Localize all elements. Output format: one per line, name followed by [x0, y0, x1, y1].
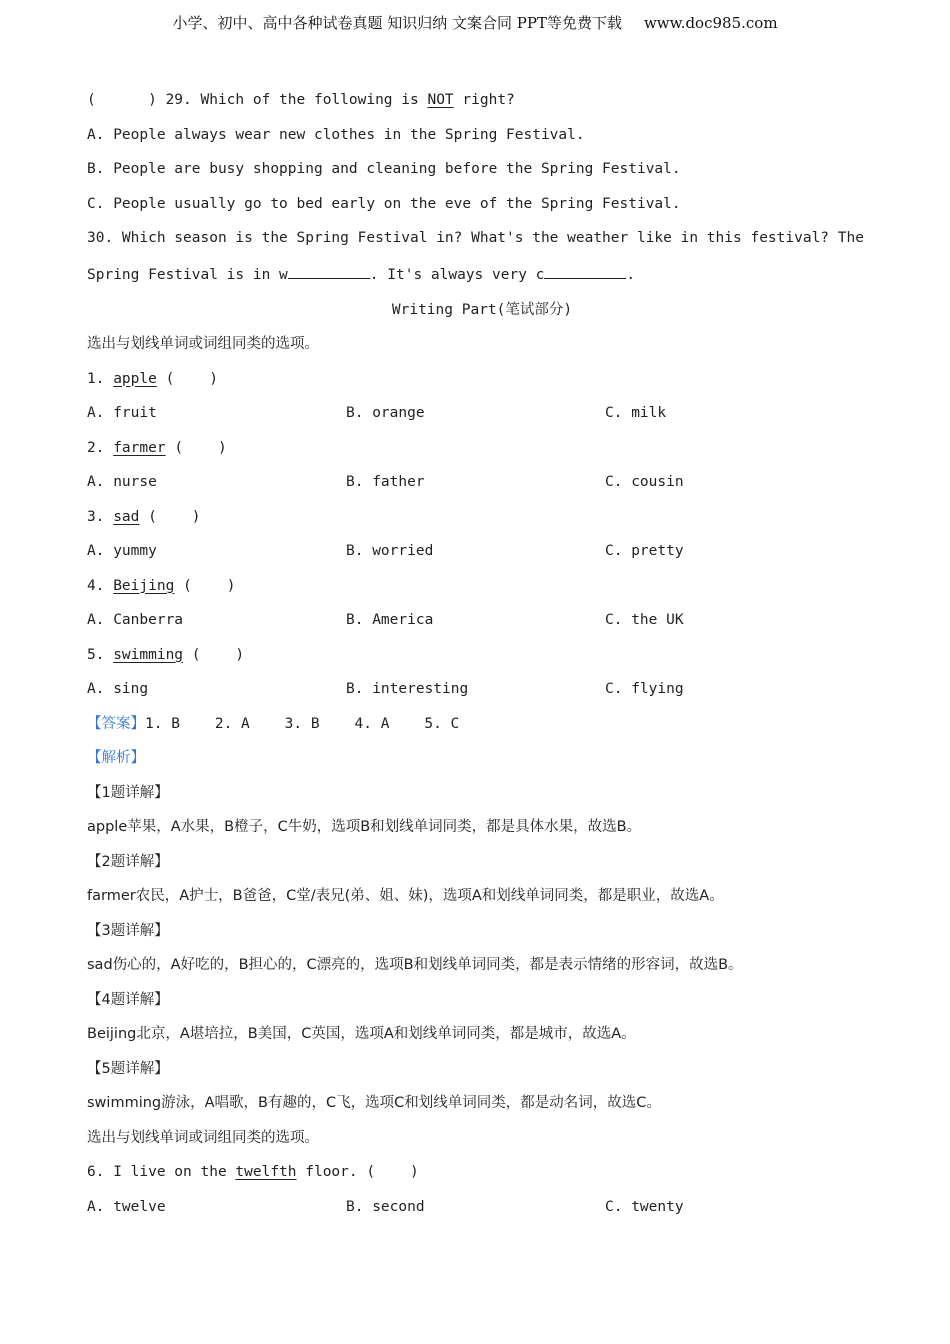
- question-30-part1: Spring Festival is in w: [87, 267, 288, 283]
- option-c: C. twenty: [605, 1198, 684, 1215]
- section-title: Writing Part(笔试部分): [391, 301, 573, 318]
- answer-paren: ( ): [139, 508, 201, 525]
- underlined-word: twelfth: [235, 1164, 297, 1180]
- instruction: 选出与划线单词或词组同类的选项。: [87, 336, 319, 352]
- header-text: 小学、初中、高中各种试卷真题 知识归纳 文案合同 PPT等免费下载: [172, 14, 622, 32]
- question-29-prefix: ( ) 29. Which of the following is: [87, 92, 428, 108]
- question-30-part2: . It's always very c: [369, 267, 545, 283]
- detail-body-1: apple苹果，A水果，B橙子，C牛奶，选项B和划线单词同类，都是具体水果，故选B。: [87, 819, 642, 835]
- option-b: B. interesting: [346, 681, 469, 697]
- page-header: [0, 12, 950, 33]
- question-29-suffix: right?: [453, 92, 515, 108]
- question-4-options: [87, 608, 877, 643]
- option-c: C. the UK: [605, 612, 684, 628]
- option-c: C. milk: [605, 405, 667, 421]
- answer-paren: ( ): [183, 646, 245, 663]
- question-5: [87, 643, 877, 678]
- question-30-part3: .: [626, 267, 636, 283]
- question-2-options: [87, 470, 877, 505]
- detail-body-4: Beijing北京，A堪培拉，B美国，C英国，选项A和划线单词同类，都是城市，故选A。: [87, 1026, 636, 1042]
- question-6-suffix: floor. ( ): [296, 1164, 419, 1180]
- instruction: 选出与划线单词或词组同类的选项。: [87, 1129, 319, 1146]
- question-29-option-b: B. People are busy shopping and cleaning before the Spring Festival.: [87, 161, 681, 177]
- option-c: C. cousin: [605, 474, 684, 490]
- option-c: C. flying: [605, 681, 684, 697]
- analysis-label: 【解析】: [87, 750, 145, 766]
- option-b: B. orange: [346, 405, 425, 421]
- blank-c[interactable]: [544, 264, 626, 279]
- option-a: A. Canberra: [87, 612, 184, 628]
- question-3-options: [87, 539, 877, 574]
- underlined-word: apple: [113, 370, 157, 387]
- answer-paren: ( ): [165, 439, 227, 456]
- header-site-link[interactable]: www.doc985.com: [643, 14, 778, 32]
- question-4: [87, 574, 877, 609]
- option-b: B. second: [346, 1198, 425, 1215]
- question-29-underlined: NOT: [427, 92, 454, 108]
- document-body: [87, 88, 877, 1229]
- question-number: 3.: [87, 508, 114, 525]
- answer-label: 【答案】: [87, 715, 145, 732]
- question-30-line1: 30. Which season is the Spring Festival in? What's the weather like in this festival? The: [87, 230, 864, 246]
- question-5-options: [87, 677, 877, 712]
- question-6: [87, 1160, 877, 1195]
- question-30-line2: [87, 263, 877, 298]
- option-a: A. fruit: [87, 405, 157, 421]
- detail-heading-4: 【4题详解】: [87, 991, 169, 1008]
- question-29: [87, 88, 877, 123]
- detail-heading-2: 【2题详解】: [87, 853, 169, 870]
- option-a: A. sing: [87, 681, 149, 697]
- underlined-word: swimming: [113, 646, 184, 663]
- question-29-option-c: C. People usually go to bed early on the eve of the Spring Festival.: [87, 195, 681, 212]
- option-a: A. yummy: [87, 543, 157, 559]
- option-b: B. America: [346, 612, 434, 628]
- question-2: [87, 436, 877, 471]
- detail-heading-5: 【5题详解】: [87, 1060, 169, 1077]
- option-a: A. twelve: [87, 1198, 166, 1215]
- question-6-prefix: 6. I live on the: [87, 1164, 236, 1180]
- detail-body-2: farmer农民，A护士，B爸爸，C堂/表兄(弟、姐、妹)，选项A和划线单词同类，都是职业，故选A。: [87, 888, 724, 904]
- option-c: C. pretty: [605, 543, 684, 559]
- blank-w[interactable]: [288, 264, 370, 279]
- option-b: B. father: [346, 474, 425, 490]
- underlined-word: farmer: [113, 439, 166, 456]
- answer-paren: ( ): [174, 577, 236, 594]
- question-6-options: [87, 1195, 877, 1230]
- detail-heading-1: 【1题详解】: [87, 784, 169, 801]
- question-number: 4.: [87, 577, 114, 594]
- question-number: 1.: [87, 370, 114, 387]
- underlined-word: sad: [113, 508, 140, 525]
- answer-paren: ( ): [156, 370, 218, 387]
- option-a: A. nurse: [87, 474, 157, 490]
- question-1-options: [87, 401, 877, 436]
- question-number: 5.: [87, 646, 114, 663]
- question-number: 2.: [87, 439, 114, 456]
- detail-heading-3: 【3题详解】: [87, 922, 169, 939]
- underlined-word: Beijing: [113, 577, 175, 594]
- answer-text: 1. B 2. A 3. B 4. A 5. C: [145, 715, 460, 732]
- question-1: [87, 367, 877, 402]
- option-b: B. worried: [346, 543, 434, 559]
- answer-line: [87, 712, 877, 747]
- question-29-option-a: A. People always wear new clothes in the Spring Festival.: [87, 126, 585, 143]
- detail-body-5: swimming游泳，A唱歌，B有趣的，C飞，选项C和划线单词同类，都是动名词，故选C。: [87, 1095, 661, 1111]
- detail-body-3: sad伤心的，A好吃的，B担心的，C漂亮的，选项B和划线单词同类，都是表示情绪的形容词，故选B。: [87, 957, 743, 973]
- question-3: [87, 505, 877, 540]
